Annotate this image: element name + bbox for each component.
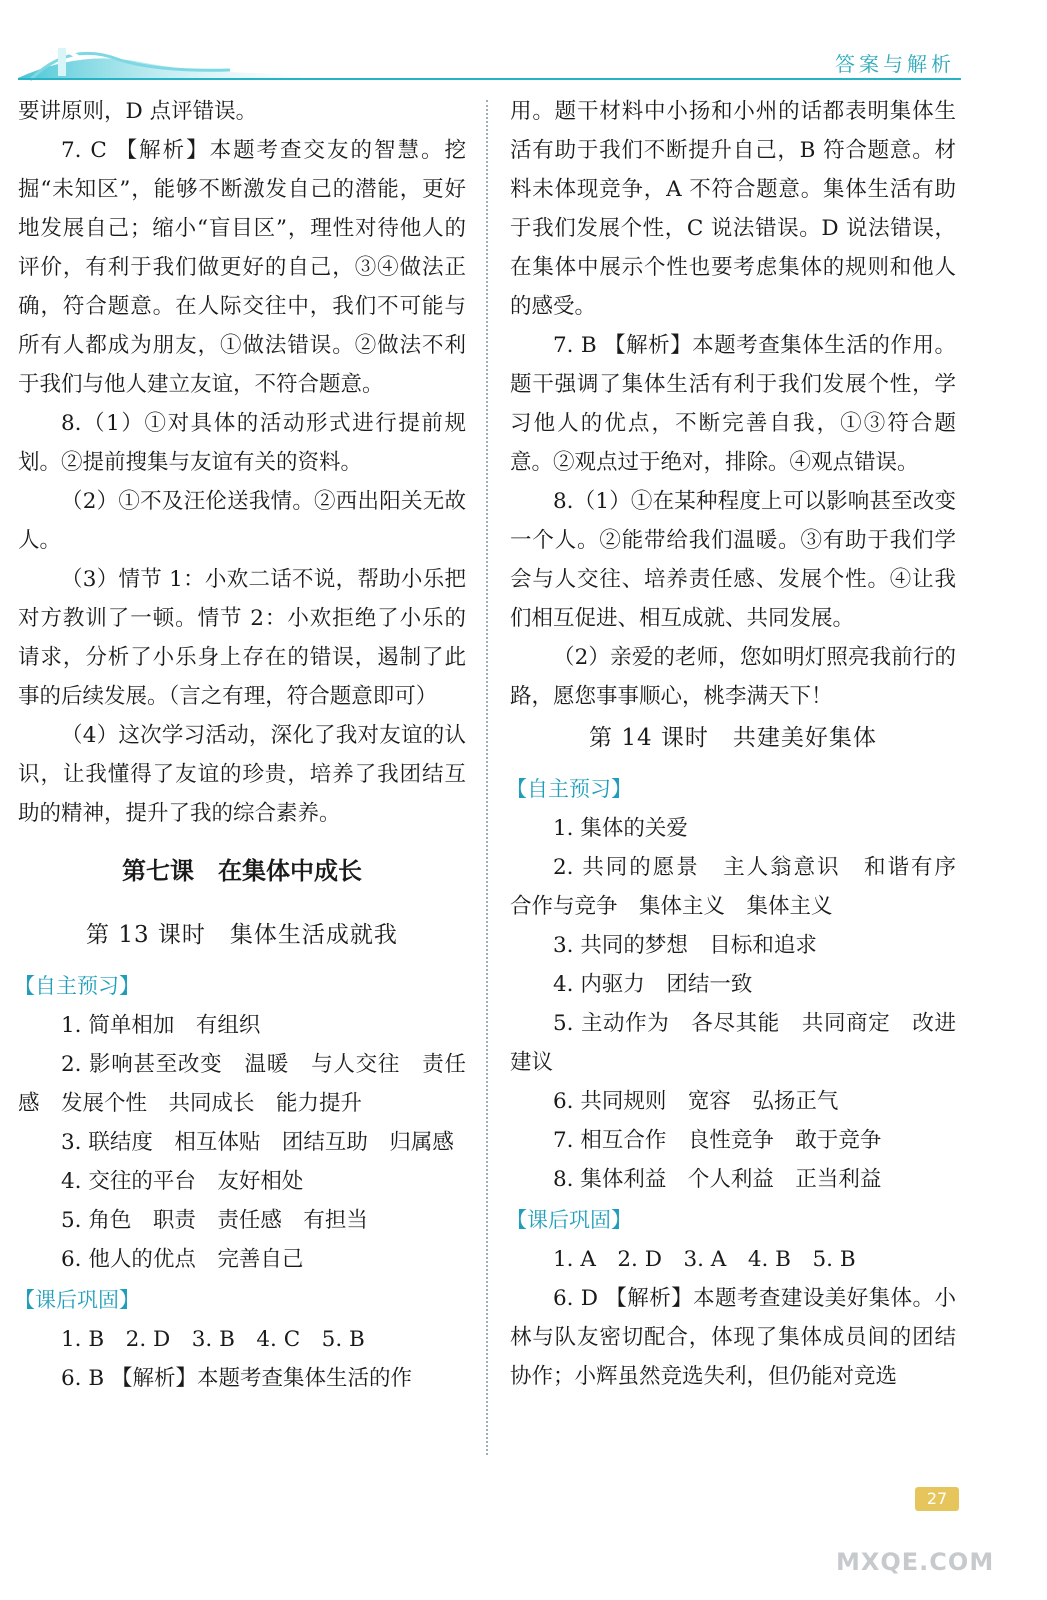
- windmill-wave-logo: [0, 0, 320, 90]
- section-tag: 【课后巩固】: [506, 1208, 632, 1232]
- page-number: 27: [915, 1487, 959, 1511]
- left-column: [14, 92, 466, 1398]
- answer-paragraph: 1. 集体的关爱: [553, 816, 688, 841]
- watermark-text: MXQE.COM: [836, 1548, 995, 1576]
- section-tag: 【自主预习】: [506, 777, 632, 801]
- answer-paragraph: 2. 共同的愿景 主人翁意识 和谐有序 合作与竞争 集体主义 集体主义: [510, 855, 978, 919]
- answer-paragraph: 8.（1）①在某种程度上可以影响甚至改变一个人。②能带给我们温暖。③有助于我们学会与人交往、培养责任感、发展个性。④让我们相互促进、相互成就、共同发展。: [510, 489, 956, 631]
- answer-paragraph: 4. 交往的平台 友好相处: [61, 1169, 304, 1194]
- answer-paragraph: 要讲原则，D 点评错误。: [18, 99, 258, 124]
- answer-paragraph: 1. B 2. D 3. B 4. C 5. B: [61, 1327, 365, 1352]
- answer-paragraph: （3）情节 1：小欢二话不说，帮助小乐把对方教训了一顿。情节 2：小欢拒绝了小乐的请求，分析了小乐身上存在的错误，遏制了此事的后续发展。（言之有理，符合题意即可）: [18, 567, 466, 709]
- answer-paragraph: 4. 内驱力 团结一致: [553, 972, 753, 997]
- right-column: [506, 92, 978, 1396]
- header-rule: [18, 78, 961, 80]
- answer-paragraph: 5. 角色 职责 责任感 有担当: [61, 1208, 368, 1233]
- answer-paragraph: 7. B 【解析】本题考查集体生活的作用。题干强调了集体生活有利于我们发展个性，学习他人的优点，不断完善自我，①③符合题意。②观点过于绝对，排除。④观点错误。: [510, 333, 956, 475]
- column-divider: [486, 100, 488, 1455]
- answer-paragraph: 7. C 【解析】本题考查交友的智慧。挖掘“未知区”，能够不断激发自己的潜能，更好地发展自己；缩小“盲目区”，理性对待他人的评价，有利于我们做更好的自己，③④做法正确，符合题意。在人际交往中，我们不可能与所有人都成为朋友，①做法错误。②做法不利于我们与他人建立友谊，不符合题意。: [18, 138, 466, 397]
- answer-paragraph: 8.（1）①对具体的活动形式进行提前规划。②提前搜集与友谊有关的资料。: [18, 411, 466, 475]
- answer-paragraph: 2. 影响甚至改变 温暖 与人交往 责任感 发展个性 共同成长 能力提升: [18, 1052, 466, 1116]
- answer-paragraph: 8. 集体利益 个人利益 正当利益: [553, 1167, 882, 1192]
- answer-paragraph: 6. D 【解析】本题考查建设美好集体。小林与队友密切配合，体现了集体成员间的团结协作；小辉虽然竞选失利，但仍能对竞选: [510, 1286, 956, 1389]
- answer-paragraph: （4）这次学习活动，深化了我对友谊的认识，让我懂得了友谊的珍贵，培养了我团结互助的精神，提升了我的综合素养。: [18, 723, 466, 826]
- section-tag: 【自主预习】: [14, 974, 140, 998]
- answer-paragraph: （2）亲爱的老师，您如明灯照亮我前行的路，愿您事事顺心，桃李满天下！: [510, 645, 956, 709]
- answer-paragraph: 用。题干材料中小扬和小州的话都表明集体生活有助于我们不断提升自己，B 符合题意。材料未体现竞争，A 不符合题意。集体生活有助于我们发展个性，C 说法错误。D 说法错误，在集体中展示个性也要考虑集体的规则和他人的感受。: [510, 99, 956, 319]
- header-title: 答案与解析: [835, 52, 955, 76]
- answer-paragraph: 1. 简单相加 有组织: [61, 1013, 261, 1038]
- section-tag: 【课后巩固】: [14, 1288, 140, 1312]
- lesson-title: 第七课 在集体中成长: [122, 856, 362, 885]
- page-header: [0, 0, 1047, 90]
- answer-paragraph: 6. B 【解析】本题考查集体生活的作: [61, 1366, 412, 1391]
- answer-paragraph: 7. 相互合作 良性竞争 敢于竞争: [553, 1128, 882, 1153]
- answer-paragraph: 5. 主动作为 各尽其能 共同商定 改进建议: [510, 1011, 956, 1075]
- answer-paragraph: 3. 联结度 相互体贴 团结互助 归属感: [61, 1130, 454, 1155]
- answer-paragraph: （2）①不及汪伦送我情。②西出阳关无故人。: [18, 489, 466, 553]
- answer-paragraph: 6. 他人的优点 完善自己: [61, 1247, 304, 1272]
- answer-paragraph: 6. 共同规则 宽容 弘扬正气: [553, 1089, 839, 1114]
- answer-paragraph: 3. 共同的梦想 目标和追求: [553, 933, 817, 958]
- section-title: 第 14 课时 共建美好集体: [589, 725, 877, 751]
- section-title: 第 13 课时 集体生活成就我: [86, 922, 398, 948]
- answer-paragraph: 1. A 2. D 3. A 4. B 5. B: [553, 1247, 856, 1272]
